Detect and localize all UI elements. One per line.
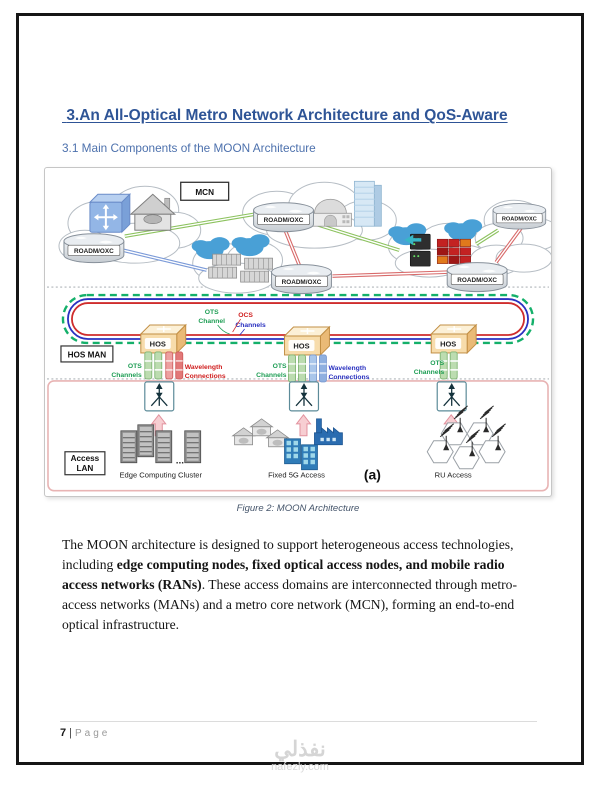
- watermark-arabic-logo: نفذلي: [274, 738, 326, 761]
- fixed-5g-access: [233, 419, 343, 480]
- svg-text:Channel: Channel: [198, 318, 226, 326]
- office-building-icon: [301, 445, 317, 470]
- svg-text:Connections: Connections: [184, 372, 226, 380]
- subsection-heading: 3.1 Main Components of the MOON Architecture: [62, 141, 316, 155]
- house-icon: [251, 419, 273, 436]
- ring-channel-labels: [198, 309, 266, 335]
- server-rack-icon: [138, 425, 154, 457]
- body-paragraph: [62, 535, 543, 636]
- svg-text:LAN: LAN: [76, 464, 94, 474]
- hos-node-center: [285, 327, 330, 355]
- roadm-node-top: [254, 203, 314, 232]
- svg-text:Channels: Channels: [235, 322, 266, 330]
- footer-divider-line: [60, 721, 537, 722]
- office-building-icon: [285, 439, 301, 464]
- server-rack-icon: [121, 431, 137, 463]
- figure-caption: Figure 2: MOON Architecture: [236, 503, 360, 514]
- svg-text:MCN: MCN: [195, 187, 214, 197]
- server-rack-icon: [185, 431, 201, 463]
- svg-text:HOS: HOS: [149, 339, 166, 349]
- uplink-arrow-center: [297, 415, 311, 436]
- svg-text:OTS: OTS: [127, 362, 142, 370]
- svg-text:Wavelength: Wavelength: [184, 363, 223, 371]
- page-footer: [60, 727, 110, 739]
- body-text-bold: edge computing nodes, fixed optical access nodes, and mobile radio access networks (RANs): [62, 556, 505, 592]
- skyscraper-icon: [354, 181, 381, 226]
- svg-text:ROADM/OXC: ROADM/OXC: [74, 248, 114, 256]
- hos-man-label-box: [61, 346, 113, 362]
- svg-text:Access: Access: [70, 454, 100, 464]
- footer-page-word: Page: [74, 728, 111, 739]
- ots-channels-bars-right: [440, 352, 467, 379]
- ru-access: [427, 406, 505, 480]
- server-rack-icon: [156, 431, 172, 463]
- factory-icon: [314, 419, 342, 445]
- svg-text:HOS MAN: HOS MAN: [67, 350, 107, 360]
- switch-router-icon: [90, 194, 130, 232]
- svg-text:OTS: OTS: [430, 359, 445, 367]
- svg-text:Fixed 5G Access: Fixed 5G Access: [268, 470, 325, 480]
- body-text-normal-1: The MOON architecture is designed to support heterogeneous access technologies, including: [62, 536, 514, 572]
- watermark: [225, 739, 375, 773]
- mcn-label-box: [181, 182, 229, 200]
- access-lan-label-box: [65, 452, 105, 475]
- roadm-node-right: [447, 263, 507, 292]
- wavelength-bars-blue: [309, 355, 326, 382]
- watermark-site-url: nafezly.com: [271, 761, 329, 773]
- svg-text:...: ...: [175, 455, 185, 467]
- optical-splitter-center: [290, 382, 319, 411]
- svg-text:RU Access: RU Access: [434, 470, 472, 480]
- page-number: 7: [60, 727, 67, 739]
- figure-moon-architecture: [44, 167, 552, 497]
- house-icon: [233, 428, 255, 445]
- svg-text:OCS: OCS: [238, 312, 253, 320]
- svg-text:HOS: HOS: [440, 339, 457, 349]
- hos-node-left: [141, 325, 186, 353]
- optical-splitter-left: [145, 382, 174, 411]
- body-text-normal-2: . These access domains are interconnected through metro-access networks (MANs) and a metro core network (MCN), forming an end-to-end optical infrastructure.: [62, 577, 518, 633]
- svg-text:ROADM/OXC: ROADM/OXC: [263, 217, 304, 225]
- footer-separator: |: [69, 727, 72, 739]
- svg-text:OTS: OTS: [204, 309, 219, 317]
- firewall-icon: [437, 239, 470, 263]
- subfigure-label: (a): [363, 466, 381, 483]
- svg-text:OTS: OTS: [272, 362, 287, 370]
- roadm-node-top-right: [493, 204, 546, 229]
- edge-computing-cluster: [119, 425, 202, 480]
- svg-text:Channels: Channels: [256, 371, 287, 379]
- svg-text:Edge Computing Cluster: Edge Computing Cluster: [119, 470, 203, 480]
- roadm-node-center: [272, 265, 332, 294]
- svg-text:Connections: Connections: [328, 373, 370, 381]
- cell-hexagon: [453, 447, 479, 469]
- svg-text:Channels: Channels: [413, 368, 445, 376]
- heading-line-1: 3.An All-Optical Metro Network Architecture and QoS-Aware: [62, 107, 508, 124]
- svg-text:HOS: HOS: [293, 341, 310, 351]
- optical-splitter-right: [437, 382, 466, 411]
- moon-architecture-diagram: [45, 168, 551, 496]
- svg-text:ROADM/OXC: ROADM/OXC: [457, 277, 497, 285]
- svg-text:Wavelength: Wavelength: [328, 364, 367, 372]
- hos-node-right: [431, 325, 476, 353]
- svg-text:Channels: Channels: [111, 371, 142, 379]
- wavelength-bars-red: [166, 352, 183, 379]
- roadm-node-left: [64, 234, 124, 263]
- svg-text:ROADM/OXC: ROADM/OXC: [501, 216, 537, 223]
- svg-text:ROADM/OXC: ROADM/OXC: [281, 279, 322, 287]
